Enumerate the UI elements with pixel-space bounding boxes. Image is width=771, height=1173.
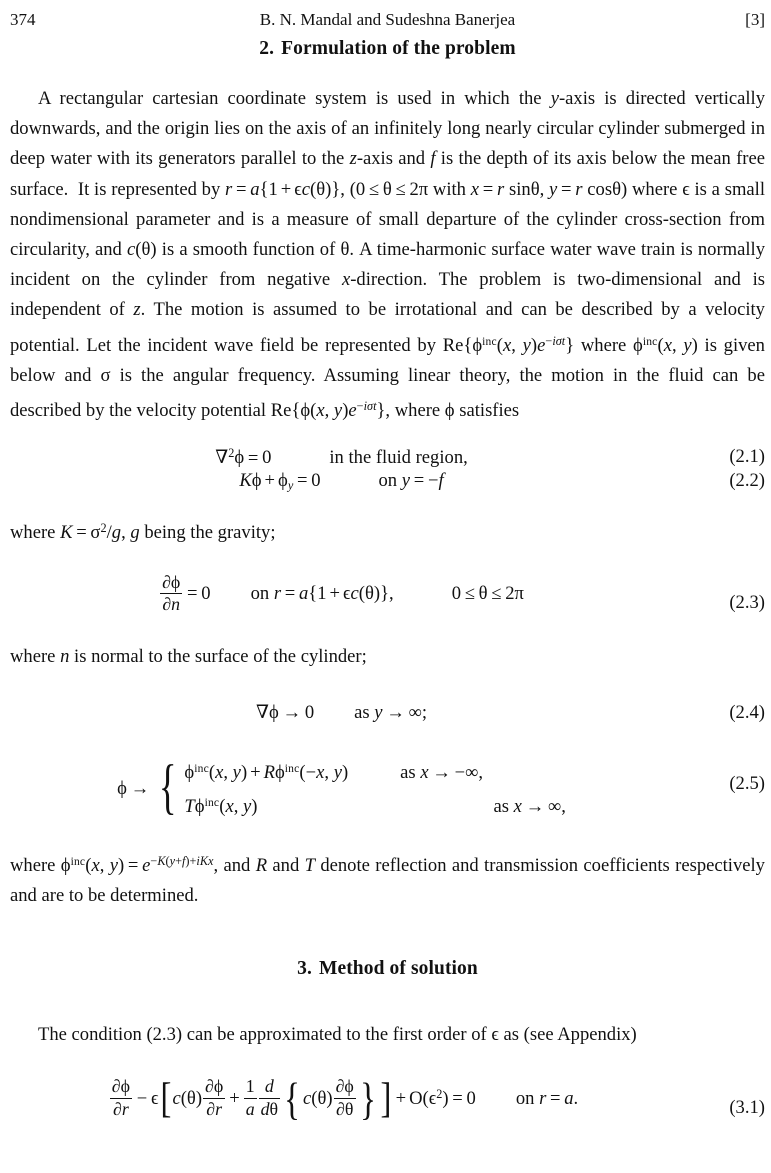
symbol-a: a (250, 178, 260, 200)
symbol-r: r (539, 1087, 547, 1109)
symbol-theta: θ (530, 178, 540, 200)
operator-Re: Re (270, 400, 292, 422)
word-with: with (432, 178, 466, 200)
symbol-y: y (374, 702, 383, 724)
equation-2-2-expression (239, 470, 443, 493)
symbol-r: r (575, 178, 583, 200)
symbol-paren-open: ( (496, 334, 503, 356)
symbol-x: x (663, 334, 672, 356)
symbol-x: x (215, 762, 224, 784)
symbol-plus: + (264, 469, 276, 491)
symbol-plus: + (229, 1087, 240, 1109)
symbol-paren-open: ( (422, 1087, 429, 1109)
symbol-epsilon: ϵ (682, 178, 690, 200)
symbol-zero: 0 (304, 702, 315, 724)
symbol-y: y (243, 796, 252, 818)
text-fragment: where (10, 522, 61, 544)
equation-2-5-lhs: ϕ → (117, 777, 150, 799)
fraction-one-over-a (244, 1077, 257, 1119)
symbol-x: x (341, 269, 351, 291)
symbol-R: R (263, 762, 275, 784)
symbol-x: x (316, 762, 325, 784)
text-comma: , (223, 762, 229, 784)
symbol-equals: = (413, 469, 425, 491)
symbol-paren-open: ( (311, 1087, 318, 1109)
symbol-phi: ϕ (268, 702, 279, 724)
symbol-two: 2 (505, 583, 515, 605)
equation-2-1 (10, 446, 765, 469)
equation-2-5-cases (184, 754, 565, 822)
symbol-x: x (503, 334, 512, 356)
symbol-theta: θ (186, 1087, 196, 1109)
symbol-slash: / (106, 522, 112, 544)
symbol-plus: + (250, 762, 261, 784)
symbol-paren-close: ) (530, 334, 538, 356)
function-cos: cos (587, 178, 613, 200)
symbol-paren-open: ( (85, 855, 92, 877)
symbol-y: y (522, 334, 531, 356)
symbol-arrow: → (282, 702, 302, 724)
symbol-brace-close: } (565, 334, 575, 356)
equation-3-1-body (10, 1072, 765, 1124)
equation-3-1-expression: $\frac{\partial\phi}{\partial r}$ − ϵ[c(θ) $\frac{\partial\phi}{\partial r}$ + $\frac{1}{a}$ $\frac{d}{d\theta}$ { c(θ) $\frac{\partial\phi}{\partial\theta}$ } ] + $O(\epsilon^2) = 0$ on r = a. (111, 1072, 579, 1124)
symbol-phi: ϕ (184, 762, 195, 784)
symbol-pi: π (514, 583, 524, 605)
symbol-paren-close: ) (621, 178, 628, 200)
equation-number-3-1: (3.1) (729, 1096, 765, 1118)
symbol-equals: = (482, 178, 494, 200)
equation-2-3 (10, 571, 765, 616)
text-fragment: satisfies (454, 400, 520, 422)
symbol-c: c (302, 1087, 312, 1109)
symbol-T: T (304, 855, 315, 877)
equation-2-4-expression: ∇ϕ → 0 as y → ∞; (256, 702, 427, 724)
equation-number-2-1: (2.1) (729, 446, 765, 468)
symbol-pi: π (418, 178, 429, 200)
symbol-paren-open: ( (310, 400, 317, 422)
symbol-c: c (350, 583, 359, 605)
symbol-paren-close: ) (251, 796, 258, 818)
symbol-theta: θ (141, 239, 151, 261)
case-row-1 (184, 754, 565, 788)
symbol-leq: ≤ (395, 178, 406, 200)
symbol-g: g (111, 522, 122, 544)
equation-2-5 (10, 754, 765, 822)
page-content (10, 38, 766, 1124)
symbol-paren-close: ) (373, 583, 381, 605)
equation-number-2-5: (2.5) (729, 773, 765, 795)
symbol-phi: ϕ (194, 796, 205, 818)
symbol-equals: = (296, 469, 308, 491)
symbol-e: e (348, 400, 357, 422)
symbol-paren-open: ( (219, 796, 226, 818)
fraction-partial-phi-partial-n (160, 573, 182, 615)
symbol-zero: 0 (451, 583, 461, 605)
text-fragment: It is represented by (77, 178, 226, 200)
text-comma: , (539, 178, 545, 200)
symbol-paren-open: ( (135, 239, 142, 261)
symbol-theta: θ (382, 178, 392, 200)
symbol-minus: − (454, 762, 466, 784)
equation-2-4-body (10, 702, 765, 724)
superscript-inc: inc (70, 856, 86, 869)
symbol-phi: ϕ (444, 400, 455, 422)
symbol-zero: 0 (201, 583, 211, 605)
symbol-brace-close: } (380, 583, 390, 605)
symbol-x: x (91, 855, 100, 877)
symbol-equals: = (561, 178, 572, 200)
text-fragment: . A time-harmonic surface water wave train is normally incident on the cylinder from negative (10, 239, 765, 291)
symbol-sigma: σ (100, 364, 111, 386)
symbol-a: a (564, 1087, 574, 1109)
symbol-minus: − (305, 762, 317, 784)
paragraph-where-n (10, 642, 765, 672)
symbol-epsilon: ϵ (428, 1087, 437, 1109)
text-fragment: is a small nondimensional parameter and is a measure of small departure of the cylinder cross-section from circularity, and (10, 178, 765, 261)
operator-nabla: ∇ (215, 447, 229, 469)
symbol-theta: θ (317, 1087, 327, 1109)
symbol-plus: + (280, 178, 292, 200)
text-fragment: , and (213, 855, 256, 877)
symbol-paren-open: ( (208, 762, 216, 784)
case-row-2 (184, 788, 565, 822)
text-fragment: , where (385, 400, 445, 422)
fraction-denominator: ∂θ (334, 1098, 356, 1119)
section-2-number: 2. (259, 38, 275, 59)
symbol-e: e (537, 334, 546, 356)
symbol-K: K (239, 469, 252, 491)
equation-2-1-condition: in the fluid region, (329, 447, 468, 469)
symbol-plus: + (329, 583, 340, 605)
text-comma: , (671, 334, 677, 356)
text-comma: , (511, 334, 516, 356)
symbol-y: y (232, 762, 241, 784)
fraction-denominator: ∂n (160, 593, 182, 614)
symbol-infinity: ∞ (547, 796, 562, 818)
symbol-y: y (109, 855, 118, 877)
symbol-y: y (550, 88, 559, 109)
exponent-two: 2 (100, 521, 107, 536)
symbol-zero: 0 (466, 1087, 476, 1109)
word-on: on (378, 469, 398, 491)
symbol-theta: θ (478, 583, 488, 605)
fraction-numerator: d (264, 1076, 274, 1097)
symbol-a: a (299, 583, 309, 605)
word-as: as (354, 702, 370, 724)
symbol-minus: − (427, 469, 439, 491)
symbol-plus: + (395, 1087, 407, 1109)
symbol-equals: = (550, 1087, 561, 1109)
symbol-phi: ϕ (472, 334, 483, 356)
symbol-r: r (496, 178, 505, 200)
text-fragment: is the angular frequency. Assuming linear theory, the motion in the fluid can be described by the velocity potential (10, 364, 765, 422)
text-fragment: where (574, 334, 634, 356)
fraction-denominator: dθ (260, 1098, 279, 1119)
symbol-paren-close: ) (240, 762, 248, 784)
equation-number-2-2: (2.2) (729, 469, 765, 491)
symbol-x: x (420, 762, 429, 784)
symbol-y: y (333, 762, 342, 784)
fraction-denominator: ∂r (203, 1098, 225, 1119)
symbol-minus: − (136, 1087, 148, 1109)
symbol-phi: ϕ (278, 469, 288, 491)
text-fragment: where (10, 645, 61, 667)
equation-2-5-expression: ϕ → { $\phi^{inc}(x$, $y) + R\phi^{inc}(-x$, y) as x → −∞, $T\phi^{inc}(x$, y) as x → ∞, (117, 753, 566, 822)
fraction-numerator: ∂ϕ (111, 1076, 131, 1097)
text-fragment: is normal to the surface of the cylinder; (69, 645, 367, 667)
text-comma: , (121, 522, 126, 544)
symbol-paren-open: ( (299, 762, 306, 784)
fraction-numerator: ∂ϕ (205, 1076, 224, 1097)
subscript-y: y (287, 478, 294, 493)
symbol-y: y (549, 178, 558, 200)
exponent-two: 2 (436, 1086, 443, 1101)
superscript-inc: inc (284, 763, 300, 776)
section-2-title: Formulation of the problem (281, 38, 516, 59)
paragraph-condition (10, 1020, 765, 1050)
text-comma: , (99, 855, 105, 877)
symbol-arrow: → (525, 796, 545, 818)
symbol-paren-close: ) (325, 178, 332, 200)
symbol-T: T (184, 796, 195, 818)
symbol-x: x (513, 796, 522, 818)
symbol-zero: 0 (355, 178, 366, 200)
symbol-phi: ϕ (251, 469, 262, 491)
symbol-x: x (316, 400, 325, 422)
equation-2-1-body (10, 446, 765, 469)
text-comma: , (324, 400, 330, 422)
symbol-theta: θ (612, 178, 621, 200)
equation-number-2-3: (2.3) (729, 592, 765, 614)
symbol-epsilon: ϵ (491, 1023, 499, 1045)
exponent-minus-i-sigma-t: −iσt (545, 333, 566, 348)
text-comma: , (340, 178, 345, 200)
symbol-paren-open: ( (657, 334, 664, 356)
symbol-K: K (60, 522, 73, 544)
symbol-leq: ≤ (464, 583, 475, 605)
text-fragment: denote reflection and transmission coefficients respectively and are to be determined. (10, 855, 765, 907)
symbol-arrow: → (432, 762, 451, 784)
superscript-inc: inc (482, 335, 497, 348)
symbol-paren-close: ) (342, 400, 349, 422)
symbol-paren-open: ( (310, 178, 317, 200)
text-fragment: . The motion is assumed to be irrotational and can be described by a velocity potential. Let the incident wave field be represented by (10, 299, 765, 356)
equation-3-1 (10, 1072, 765, 1124)
symbol-paren-open: ( (358, 583, 365, 605)
symbol-one: 1 (317, 583, 327, 605)
symbol-y: y (333, 400, 343, 422)
text-comma: , (478, 762, 484, 784)
symbol-y: y (683, 334, 692, 356)
symbol-equals: = (247, 447, 259, 469)
symbol-paren-close: ) (691, 334, 698, 356)
symbol-paren-close: ) (326, 1087, 333, 1109)
page-number: 374 (10, 10, 36, 29)
text-fragment: -axis and (356, 148, 431, 170)
symbol-equals: = (284, 583, 296, 605)
symbol-r: r (273, 583, 282, 605)
text-comma: , (389, 583, 394, 605)
symbol-x: x (225, 796, 234, 818)
symbol-brace-close: } (331, 178, 341, 200)
text-fragment: -direction. The problem is two-dimensional and is independent of (10, 269, 765, 321)
issue-marker: [3] (745, 10, 765, 29)
symbol-c: c (127, 239, 136, 261)
function-sin: sin (508, 178, 531, 200)
fraction-denominator: a (245, 1098, 255, 1119)
symbol-paren-open: ( (349, 178, 356, 200)
fraction-partial-phi-partial-r (203, 1077, 225, 1119)
fraction-partial-phi-partial-theta (334, 1077, 356, 1119)
symbol-equals: = (452, 1087, 463, 1109)
symbol-epsilon: ϵ (150, 1087, 159, 1109)
text-fragment: where (10, 855, 61, 877)
text-fragment: as (see Appendix) (498, 1023, 637, 1045)
section-3-title: Method of solution (318, 957, 478, 979)
exponent-two: 2 (228, 446, 235, 461)
section-3-number: 3. (297, 957, 312, 979)
symbol-paren-close: ) (195, 1087, 203, 1109)
paragraph-where-K (10, 513, 765, 548)
paragraph-formulation (10, 84, 765, 426)
superscript-inc: inc (642, 335, 658, 348)
operator-Re: Re (442, 334, 464, 356)
text-comma: , (324, 762, 330, 784)
text-comma: , (233, 796, 239, 818)
running-head-authors: B. N. Mandal and Sudeshna Banerjea (259, 10, 516, 29)
section-heading-3 (10, 958, 765, 980)
symbol-f: f (430, 148, 436, 170)
symbol-z: z (133, 299, 141, 321)
equation-2-3-expression (159, 571, 524, 616)
symbol-paren-close: ) (442, 1087, 449, 1109)
paragraph-where-phi-inc (10, 846, 765, 912)
exponent-minus-i-sigma-t: −iσt (356, 399, 377, 414)
symbol-leq: ≤ (491, 583, 502, 605)
symbol-epsilon: ϵ (342, 583, 351, 605)
text-fragment: is a smooth function of (156, 239, 341, 261)
symbol-brace-open: { (291, 400, 301, 422)
word-as: as (400, 762, 416, 784)
symbol-leq: ≤ (368, 178, 380, 200)
equation-number-2-4: (2.4) (729, 702, 765, 724)
symbol-paren-close: ) (341, 762, 349, 784)
symbol-f: f (438, 469, 444, 491)
symbol-phi: ϕ (633, 334, 643, 356)
equation-2-3-body (10, 571, 765, 616)
symbol-two: 2 (409, 178, 419, 200)
symbol-infinity: ∞ (465, 762, 479, 784)
word-on: on (515, 1087, 535, 1109)
equation-2-1-expression (215, 446, 468, 469)
symbol-equals: = (187, 583, 198, 605)
superscript-inc: inc (194, 763, 209, 776)
exponent-minus-K-y-plus-f-plus-iKx: −K(y+f)+iKx (150, 854, 214, 869)
symbol-c: c (172, 1087, 181, 1109)
symbol-n: n (60, 645, 70, 667)
equation-2-4 (10, 702, 765, 724)
fraction-d-over-d-theta (259, 1077, 280, 1119)
symbol-brace-open: { (259, 178, 269, 200)
equation-2-2-body (10, 470, 765, 493)
symbol-brace-open: { (463, 334, 473, 356)
equation-2-2 (10, 470, 765, 493)
symbol-g: g (130, 522, 140, 544)
symbol-equals: = (127, 855, 139, 877)
symbol-phi: ϕ (234, 447, 245, 469)
symbol-equals: = (236, 178, 247, 200)
symbol-theta: θ (364, 583, 374, 605)
symbol-theta: θ (316, 178, 326, 200)
text-fragment: A rectangular cartesian coordinate system is used in which the (38, 88, 551, 109)
fraction-numerator: ∂ϕ (162, 571, 181, 592)
text-and: and (272, 855, 300, 877)
symbol-brace-open: { (308, 583, 318, 605)
symbol-paren-open: ( (180, 1087, 187, 1109)
symbol-brace-close: } (376, 400, 386, 422)
equation-2-5-body (10, 754, 765, 822)
operator-nabla: ∇ (256, 702, 269, 724)
word-as: as (493, 796, 509, 818)
symbol-equals: = (76, 522, 87, 544)
operator-O: O (409, 1087, 423, 1109)
symbol-arrow: → (386, 702, 405, 724)
symbol-one: 1 (268, 178, 278, 200)
fraction-numerator: ∂ϕ (335, 1076, 354, 1097)
symbol-e: e (142, 855, 151, 877)
section-heading-2 (10, 38, 765, 60)
text-fragment: The condition (2.3) can be approximated to the first order of (38, 1023, 492, 1045)
text-comma: , (561, 796, 566, 818)
symbol-paren-close: ) (118, 855, 125, 877)
symbol-R: R (255, 855, 268, 877)
symbol-phi: ϕ (274, 762, 285, 784)
text-fragment: -axis is directed vertically downwards, and the origin lies on the axis of an infinitely long nearly circular cylinder submerged in deep water with its generators parallel to the (10, 88, 765, 170)
text-fragment: is the depth of its axis below the mean free surface. (10, 148, 766, 200)
symbol-theta: θ (340, 239, 350, 261)
symbol-zero: 0 (262, 447, 272, 469)
fraction-denominator: ∂r (110, 1098, 132, 1119)
superscript-inc: inc (204, 797, 220, 810)
symbol-x: x (470, 178, 480, 200)
symbol-phi: ϕ (60, 855, 71, 877)
text-fragment: is given below and (10, 334, 765, 386)
symbol-z: z (349, 148, 357, 170)
running-head (10, 8, 765, 32)
symbol-paren-close: ) (150, 239, 157, 261)
symbol-infinity: ∞ (408, 702, 422, 724)
symbol-sigma: σ (90, 522, 101, 544)
symbol-r: r (225, 178, 233, 200)
fraction-numerator: 1 (245, 1076, 255, 1097)
word-on: on (250, 583, 270, 605)
text-being-gravity: being the gravity; (144, 522, 276, 544)
symbol-epsilon: ϵ (294, 178, 302, 200)
symbol-phi: ϕ (300, 400, 311, 422)
symbol-y: y (401, 469, 411, 491)
symbol-zero: 0 (311, 469, 321, 491)
text-fragment: where (631, 178, 683, 200)
symbol-c: c (301, 178, 310, 200)
fraction-partial-phi-partial-r (110, 1077, 132, 1119)
